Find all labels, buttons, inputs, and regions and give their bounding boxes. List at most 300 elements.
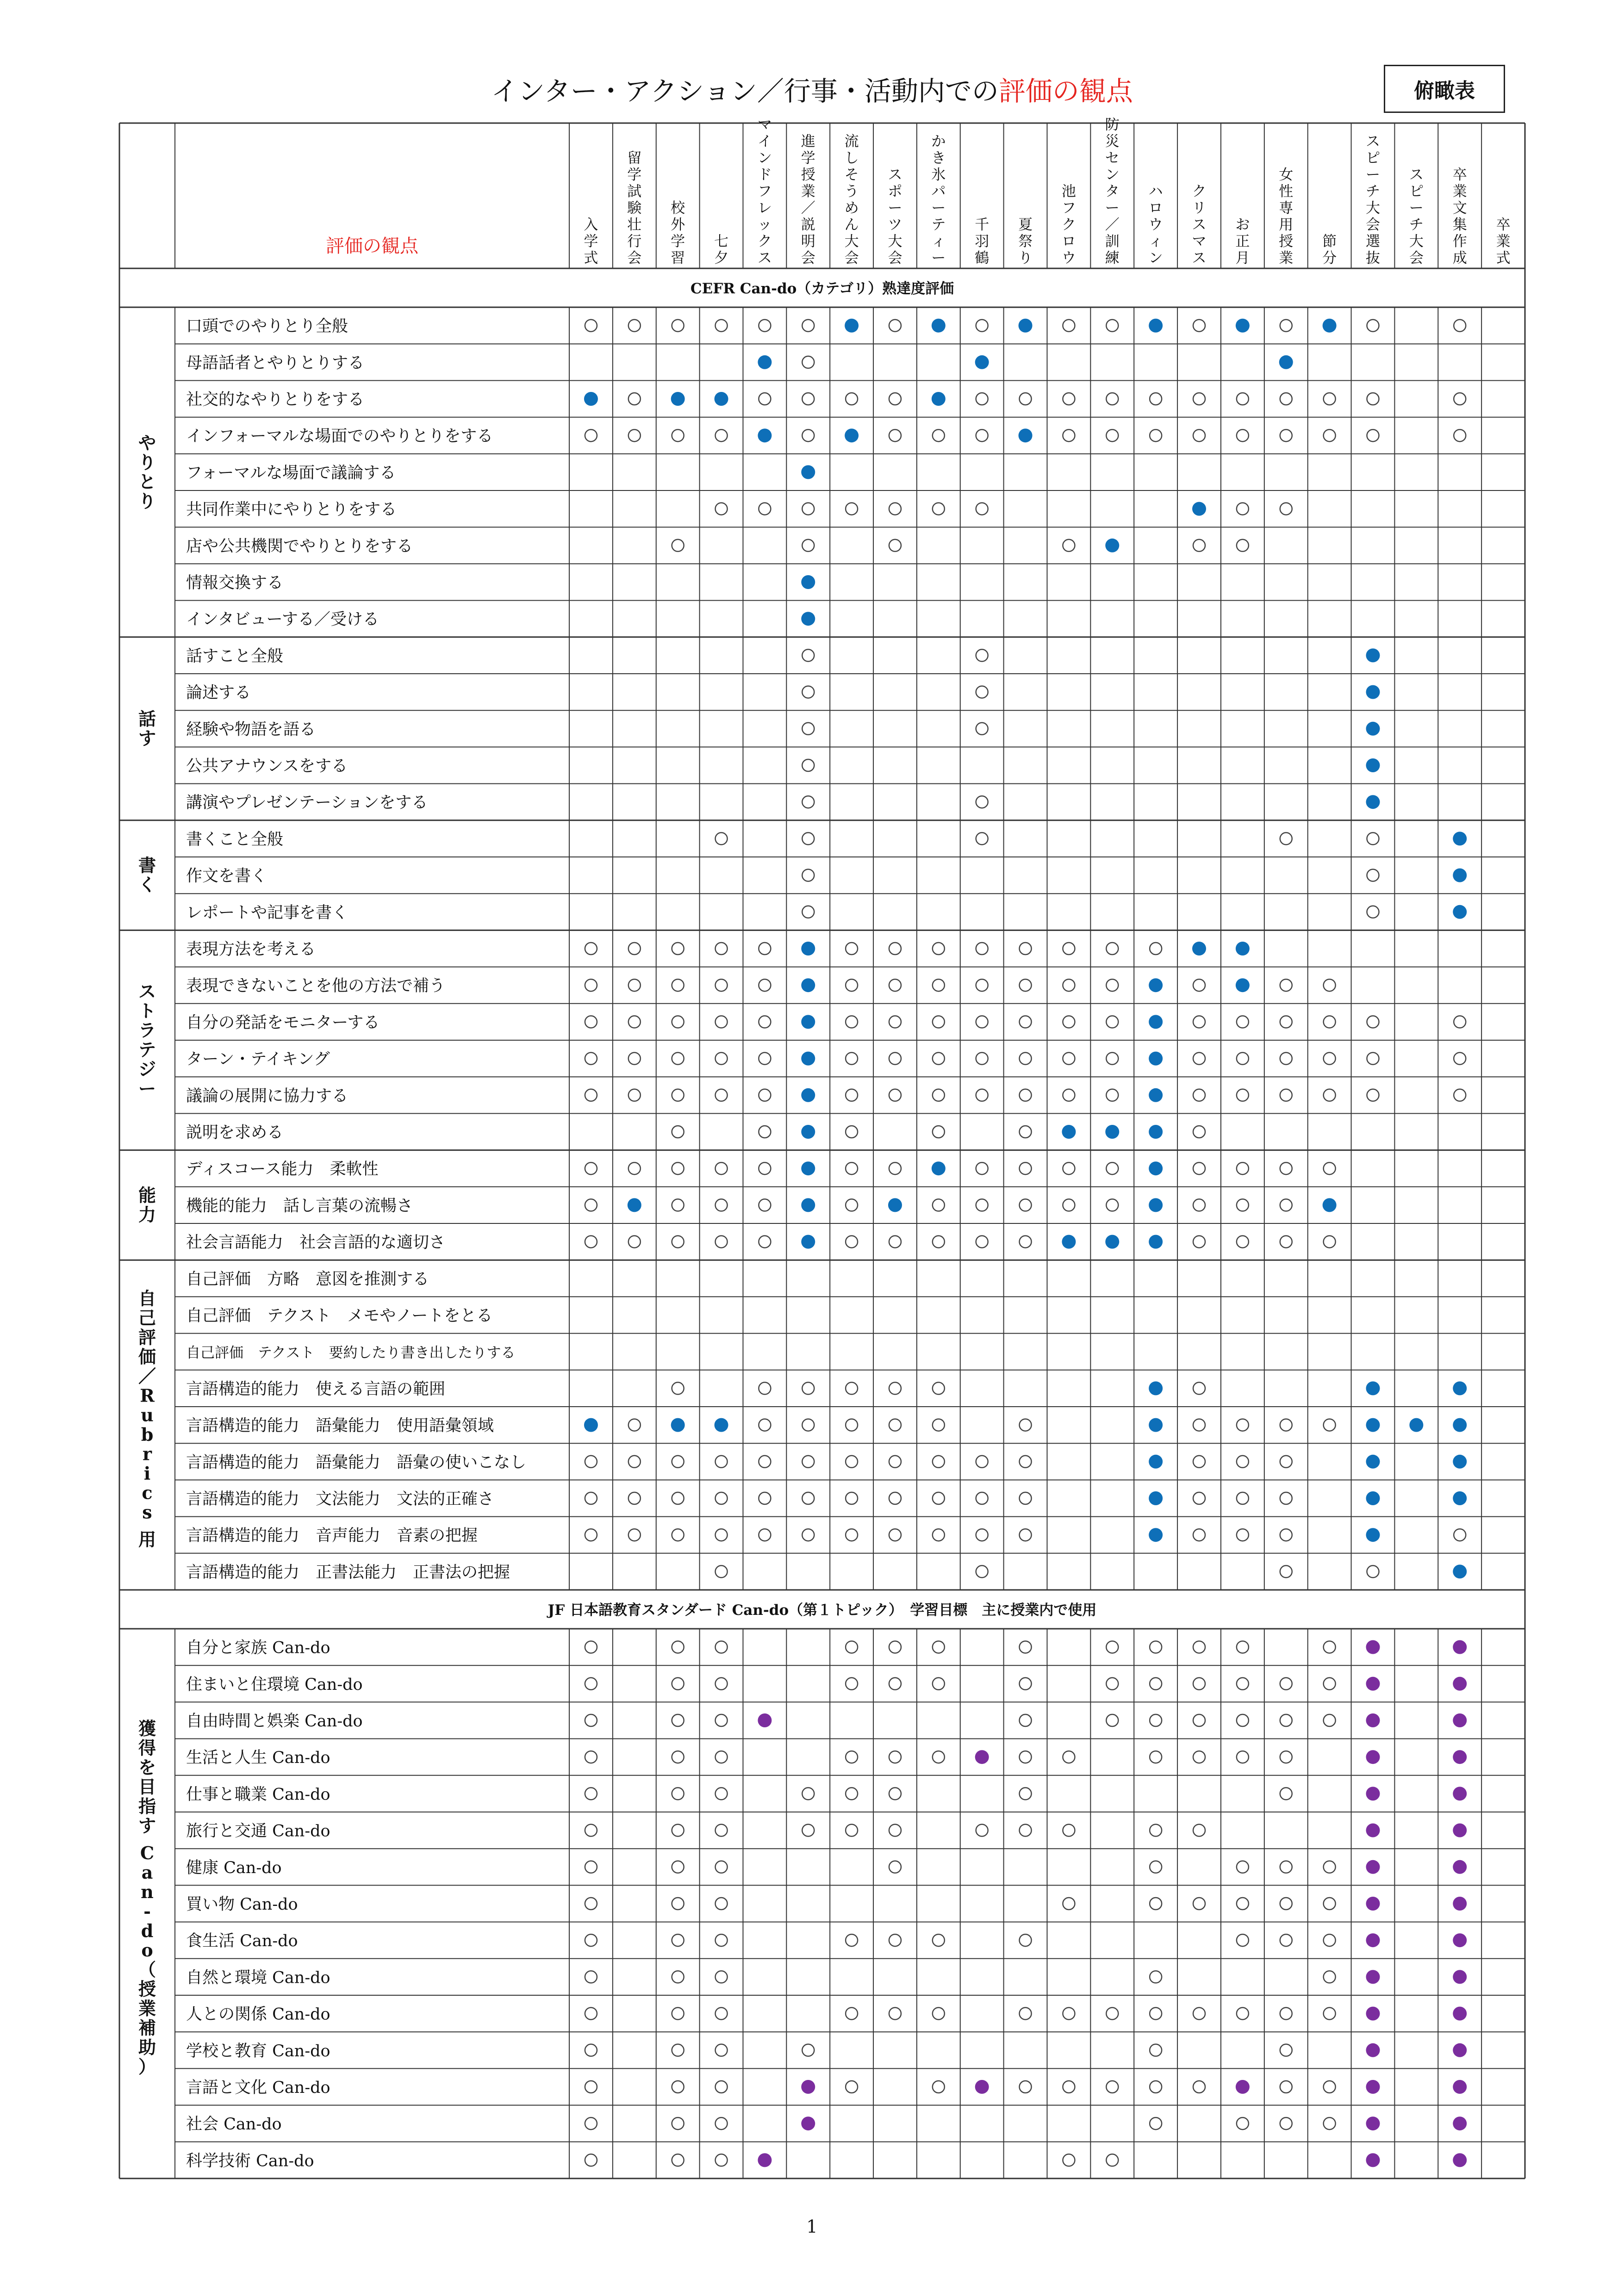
group-label: ストラテジー bbox=[138, 981, 156, 1099]
open-circle-mark bbox=[1020, 1678, 1032, 1690]
open-circle-mark bbox=[1020, 2081, 1032, 2093]
open-circle-mark bbox=[889, 1419, 901, 1431]
open-circle-mark bbox=[672, 1971, 684, 1983]
open-circle-mark bbox=[1193, 1126, 1205, 1138]
row-label: インタビューする／受ける bbox=[186, 610, 379, 629]
open-circle-mark bbox=[672, 429, 684, 441]
open-circle-mark bbox=[1063, 1824, 1075, 1837]
open-circle-mark bbox=[846, 943, 858, 955]
open-circle-mark bbox=[1193, 1714, 1205, 1726]
open-circle-mark bbox=[1193, 1053, 1205, 1065]
open-circle-mark bbox=[1150, 1824, 1162, 1837]
open-circle-mark bbox=[1106, 1016, 1118, 1028]
open-circle-mark bbox=[1280, 1016, 1292, 1028]
row-label: 食生活 Can-do bbox=[186, 1932, 298, 1951]
open-circle-mark bbox=[802, 320, 814, 332]
open-circle-mark bbox=[846, 1751, 858, 1763]
open-circle-mark bbox=[889, 320, 901, 332]
open-circle-mark bbox=[716, 1678, 728, 1690]
open-circle-mark bbox=[1150, 1714, 1162, 1726]
open-circle-mark bbox=[628, 320, 641, 332]
open-circle-mark bbox=[933, 943, 945, 955]
open-circle-mark bbox=[1020, 1089, 1032, 1101]
blue-filled-mark bbox=[1453, 1564, 1467, 1578]
section-header: CEFR Can-do（カテゴリ）熟達度評価 bbox=[690, 280, 954, 297]
open-circle-mark bbox=[672, 979, 684, 991]
open-circle-mark bbox=[1324, 1678, 1336, 1690]
blue-filled-mark bbox=[1453, 1455, 1467, 1469]
open-circle-mark bbox=[1454, 1016, 1466, 1028]
open-circle-mark bbox=[1063, 1016, 1075, 1028]
group-label: 書く bbox=[138, 855, 156, 895]
open-circle-mark bbox=[1020, 1714, 1032, 1726]
open-circle-mark bbox=[628, 1162, 641, 1174]
open-circle-mark bbox=[1150, 1898, 1162, 1910]
open-circle-mark bbox=[716, 2081, 728, 2093]
open-circle-mark bbox=[1150, 1751, 1162, 1763]
open-circle-mark bbox=[1280, 1456, 1292, 1468]
open-circle-mark bbox=[1020, 1787, 1032, 1800]
open-circle-mark bbox=[846, 1089, 858, 1101]
open-circle-mark bbox=[628, 1236, 641, 1248]
column-header: 卒業文集作成 bbox=[1452, 167, 1467, 267]
open-circle-mark bbox=[933, 1641, 945, 1653]
blue-filled-mark bbox=[1453, 869, 1467, 882]
open-circle-mark bbox=[1106, 1714, 1118, 1726]
blue-filled-mark bbox=[1019, 428, 1033, 442]
row-label: 社会 Can-do bbox=[186, 2115, 282, 2134]
open-circle-mark bbox=[672, 1678, 684, 1690]
open-circle-mark bbox=[759, 320, 771, 332]
open-circle-mark bbox=[1193, 979, 1205, 991]
open-circle-mark bbox=[889, 1678, 901, 1690]
open-circle-mark bbox=[1020, 943, 1032, 955]
open-circle-mark bbox=[716, 1971, 728, 1983]
row-label: 経験や物語を語る bbox=[186, 720, 316, 739]
open-circle-mark bbox=[802, 1787, 814, 1800]
blue-filled-mark bbox=[671, 392, 685, 406]
open-circle-mark bbox=[1454, 1053, 1466, 1065]
column-header: 校外学習 bbox=[671, 200, 685, 267]
open-circle-mark bbox=[1193, 1419, 1205, 1431]
purple-filled-mark bbox=[1366, 1713, 1380, 1727]
open-circle-mark bbox=[759, 1053, 771, 1065]
blue-filled-mark bbox=[801, 575, 815, 589]
purple-filled-mark bbox=[1366, 2007, 1380, 2021]
open-circle-mark bbox=[716, 1456, 728, 1468]
row-label: 買い物 Can-do bbox=[186, 1895, 298, 1914]
open-circle-mark bbox=[846, 1787, 858, 1800]
open-circle-mark bbox=[585, 1751, 597, 1763]
column-header: 流しそうめん大会 bbox=[844, 133, 859, 267]
row-label: 共同作業中にやりとりをする bbox=[186, 500, 397, 519]
row-label: 言語構造的能力 正書法能力 正書法の把握 bbox=[186, 1563, 510, 1582]
open-circle-mark bbox=[1020, 1419, 1032, 1431]
open-circle-mark bbox=[1106, 2081, 1118, 2093]
purple-filled-mark bbox=[1366, 1933, 1380, 1947]
open-circle-mark bbox=[1367, 1053, 1379, 1065]
open-circle-mark bbox=[716, 1641, 728, 1653]
open-circle-mark bbox=[759, 1382, 771, 1394]
open-circle-mark bbox=[1324, 429, 1336, 441]
purple-filled-mark bbox=[758, 1713, 772, 1727]
open-circle-mark bbox=[976, 503, 988, 515]
open-circle-mark bbox=[1020, 1126, 1032, 1138]
group-label: やりとり bbox=[138, 432, 156, 512]
open-circle-mark bbox=[802, 1824, 814, 1837]
open-circle-mark bbox=[976, 1236, 988, 1248]
group-label: 話す bbox=[138, 708, 156, 749]
open-circle-mark bbox=[1280, 1492, 1292, 1504]
open-circle-mark bbox=[1280, 1199, 1292, 1211]
open-circle-mark bbox=[716, 1751, 728, 1763]
purple-filled-mark bbox=[1453, 1713, 1467, 1727]
blue-filled-mark bbox=[584, 392, 598, 406]
row-label: 言語構造的能力 使える言語の範囲 bbox=[186, 1380, 446, 1399]
open-circle-mark bbox=[716, 979, 728, 991]
open-circle-mark bbox=[759, 1089, 771, 1101]
open-circle-mark bbox=[802, 1456, 814, 1468]
row-label: 表現できないことを他の方法で補う bbox=[186, 977, 446, 996]
open-circle-mark bbox=[716, 1714, 728, 1726]
open-circle-mark bbox=[1324, 979, 1336, 991]
purple-filled-mark bbox=[1453, 1640, 1467, 1654]
open-circle-mark bbox=[585, 1162, 597, 1174]
open-circle-mark bbox=[585, 2117, 597, 2129]
blue-filled-mark bbox=[1366, 1418, 1380, 1432]
page-title: インター・アクション／行事・活動内での評価の観点 bbox=[491, 75, 1133, 107]
blue-filled-mark bbox=[801, 1161, 815, 1175]
blue-filled-mark bbox=[1149, 1528, 1163, 1542]
row-label: 書くこと全般 bbox=[186, 830, 284, 849]
row-label: 作文を書く bbox=[186, 867, 268, 886]
group-label: 獲得を目指す C a n -d o （授業補助） bbox=[138, 1718, 156, 2077]
open-circle-mark bbox=[976, 649, 988, 661]
open-circle-mark bbox=[933, 429, 945, 441]
row-label: 表現方法を考える bbox=[186, 940, 316, 959]
open-circle-mark bbox=[672, 1898, 684, 1910]
open-circle-mark bbox=[1237, 1089, 1249, 1101]
open-circle-mark bbox=[1324, 1016, 1336, 1028]
purple-filled-mark bbox=[1366, 1897, 1380, 1911]
open-circle-mark bbox=[1324, 2081, 1336, 2093]
open-circle-mark bbox=[1106, 943, 1118, 955]
open-circle-mark bbox=[1193, 1382, 1205, 1394]
open-circle-mark bbox=[716, 1787, 728, 1800]
column-header: ハロウィン bbox=[1148, 183, 1163, 267]
purple-filled-mark bbox=[1366, 1860, 1380, 1874]
open-circle-mark bbox=[672, 2044, 684, 2056]
column-header: 節分 bbox=[1322, 233, 1337, 267]
open-circle-mark bbox=[976, 1565, 988, 1577]
row-label: 自由時間と娯楽 Can-do bbox=[186, 1712, 363, 1731]
blue-filled-mark bbox=[1149, 1052, 1163, 1066]
open-circle-mark bbox=[889, 1641, 901, 1653]
open-circle-mark bbox=[1324, 1971, 1336, 1983]
open-circle-mark bbox=[889, 1751, 901, 1763]
open-circle-mark bbox=[846, 393, 858, 405]
open-circle-mark bbox=[1020, 1751, 1032, 1763]
open-circle-mark bbox=[1150, 1971, 1162, 1983]
row-label: 口頭でのやりとり全般 bbox=[186, 317, 348, 336]
open-circle-mark bbox=[802, 393, 814, 405]
open-circle-mark bbox=[1020, 1162, 1032, 1174]
open-circle-mark bbox=[1237, 393, 1249, 405]
row-label: 言語と文化 Can-do bbox=[186, 2079, 330, 2097]
open-circle-mark bbox=[716, 503, 728, 515]
open-circle-mark bbox=[1063, 429, 1075, 441]
open-circle-mark bbox=[1367, 429, 1379, 441]
open-circle-mark bbox=[628, 1016, 641, 1028]
open-circle-mark bbox=[672, 1934, 684, 1946]
open-circle-mark bbox=[889, 429, 901, 441]
open-circle-mark bbox=[976, 723, 988, 735]
open-circle-mark bbox=[1280, 393, 1292, 405]
open-circle-mark bbox=[933, 979, 945, 991]
open-circle-mark bbox=[759, 1236, 771, 1248]
open-circle-mark bbox=[1193, 1492, 1205, 1504]
open-circle-mark bbox=[802, 1492, 814, 1504]
open-circle-mark bbox=[1237, 429, 1249, 441]
open-circle-mark bbox=[889, 1053, 901, 1065]
open-circle-mark bbox=[1193, 540, 1205, 552]
open-circle-mark bbox=[846, 1678, 858, 1690]
purple-filled-mark bbox=[1366, 2080, 1380, 2094]
blue-filled-mark bbox=[801, 978, 815, 992]
open-circle-mark bbox=[585, 1787, 597, 1800]
row-label: 機能的能力 話し言葉の流暢さ bbox=[186, 1197, 413, 1216]
open-circle-mark bbox=[1237, 1678, 1249, 1690]
open-circle-mark bbox=[933, 2081, 945, 2093]
open-circle-mark bbox=[1280, 1236, 1292, 1248]
blue-filled-mark bbox=[801, 1235, 815, 1249]
open-circle-mark bbox=[1106, 1199, 1118, 1211]
open-circle-mark bbox=[759, 1199, 771, 1211]
open-circle-mark bbox=[1237, 1016, 1249, 1028]
purple-filled-mark bbox=[1366, 2153, 1380, 2167]
open-circle-mark bbox=[1150, 943, 1162, 955]
open-circle-mark bbox=[933, 1678, 945, 1690]
open-circle-mark bbox=[933, 1456, 945, 1468]
corner-label: 評価の観点 bbox=[326, 236, 418, 257]
open-circle-mark bbox=[716, 1236, 728, 1248]
purple-filled-mark bbox=[1453, 1750, 1467, 1764]
open-circle-mark bbox=[759, 1492, 771, 1504]
column-header: クリスマス bbox=[1192, 183, 1207, 267]
column-header: 防災センター／訓練 bbox=[1105, 117, 1120, 267]
open-circle-mark bbox=[672, 540, 684, 552]
open-circle-mark bbox=[1280, 2081, 1292, 2093]
purple-filled-mark bbox=[1366, 1787, 1380, 1800]
row-label: 科学技術 Can-do bbox=[186, 2152, 314, 2171]
row-label: 自己評価 テクスト 要約したり書き出したりする bbox=[186, 1345, 516, 1362]
open-circle-mark bbox=[1324, 1089, 1336, 1101]
purple-filled-mark bbox=[1366, 1640, 1380, 1654]
open-circle-mark bbox=[976, 429, 988, 441]
open-circle-mark bbox=[1106, 320, 1118, 332]
open-circle-mark bbox=[1150, 1678, 1162, 1690]
blue-filled-mark bbox=[628, 1198, 641, 1212]
open-circle-mark bbox=[672, 1236, 684, 1248]
row-label: 言語構造的能力 文法能力 文法的正確さ bbox=[186, 1490, 494, 1508]
column-header: 夏祭り bbox=[1018, 217, 1033, 267]
open-circle-mark bbox=[889, 1861, 901, 1873]
open-circle-mark bbox=[933, 503, 945, 515]
open-circle-mark bbox=[585, 1053, 597, 1065]
open-circle-mark bbox=[1063, 1089, 1075, 1101]
purple-filled-mark bbox=[1453, 2080, 1467, 2094]
open-circle-mark bbox=[1237, 1641, 1249, 1653]
blue-filled-mark bbox=[1149, 319, 1163, 333]
open-circle-mark bbox=[716, 1016, 728, 1028]
open-circle-mark bbox=[802, 832, 814, 844]
open-circle-mark bbox=[889, 1456, 901, 1468]
blue-filled-mark bbox=[932, 392, 946, 406]
blue-filled-mark bbox=[975, 355, 989, 369]
open-circle-mark bbox=[1106, 429, 1118, 441]
open-circle-mark bbox=[889, 1824, 901, 1837]
blue-filled-mark bbox=[758, 428, 772, 442]
open-circle-mark bbox=[889, 540, 901, 552]
open-circle-mark bbox=[585, 1016, 597, 1028]
open-circle-mark bbox=[1237, 1861, 1249, 1873]
open-circle-mark bbox=[976, 1199, 988, 1211]
open-circle-mark bbox=[846, 1419, 858, 1431]
blue-filled-mark bbox=[671, 1418, 685, 1432]
blue-filled-mark bbox=[1366, 1455, 1380, 1469]
row-label: インフォーマルな場面でのやりとりをする bbox=[186, 427, 493, 446]
open-circle-mark bbox=[1020, 1236, 1032, 1248]
open-circle-mark bbox=[976, 1492, 988, 1504]
open-circle-mark bbox=[846, 1236, 858, 1248]
open-circle-mark bbox=[585, 1492, 597, 1504]
open-circle-mark bbox=[1063, 320, 1075, 332]
blue-filled-mark bbox=[1105, 539, 1119, 552]
blue-filled-mark bbox=[1453, 1491, 1467, 1505]
open-circle-mark bbox=[933, 1529, 945, 1541]
row-label: 議論の展開に協力する bbox=[186, 1086, 348, 1105]
open-circle-mark bbox=[585, 320, 597, 332]
column-header: 千羽鶴 bbox=[975, 217, 989, 267]
open-circle-mark bbox=[976, 686, 988, 698]
open-circle-mark bbox=[846, 1492, 858, 1504]
purple-filled-mark bbox=[975, 1750, 989, 1764]
open-circle-mark bbox=[976, 1162, 988, 1174]
open-circle-mark bbox=[933, 1934, 945, 1946]
open-circle-mark bbox=[846, 1162, 858, 1174]
row-label: レポートや記事を書く bbox=[186, 903, 348, 922]
open-circle-mark bbox=[1106, 1678, 1118, 1690]
open-circle-mark bbox=[1237, 1714, 1249, 1726]
row-label: 公共アナウンスをする bbox=[186, 757, 348, 776]
open-circle-mark bbox=[802, 796, 814, 808]
open-circle-mark bbox=[846, 1126, 858, 1138]
open-circle-mark bbox=[716, 832, 728, 844]
blue-filled-mark bbox=[932, 319, 946, 333]
open-circle-mark bbox=[846, 1641, 858, 1653]
open-circle-mark bbox=[1150, 2081, 1162, 2093]
open-circle-mark bbox=[889, 1016, 901, 1028]
row-label: 講演やプレゼンテーションをする bbox=[186, 794, 428, 813]
open-circle-mark bbox=[1237, 1751, 1249, 1763]
open-circle-mark bbox=[672, 1126, 684, 1138]
open-circle-mark bbox=[716, 1898, 728, 1910]
open-circle-mark bbox=[1367, 1016, 1379, 1028]
blue-filled-mark bbox=[584, 1418, 598, 1432]
open-circle-mark bbox=[628, 393, 641, 405]
open-circle-mark bbox=[585, 1714, 597, 1726]
column-header: スピーチ大会選抜 bbox=[1365, 133, 1380, 267]
open-circle-mark bbox=[716, 1089, 728, 1101]
open-circle-mark bbox=[1324, 1861, 1336, 1873]
open-circle-mark bbox=[759, 503, 771, 515]
open-circle-mark bbox=[1280, 979, 1292, 991]
open-circle-mark bbox=[1280, 1787, 1292, 1800]
open-circle-mark bbox=[846, 2008, 858, 2020]
open-circle-mark bbox=[889, 1934, 901, 1946]
open-circle-mark bbox=[672, 2154, 684, 2166]
blue-filled-mark bbox=[801, 942, 815, 956]
open-circle-mark bbox=[1063, 2081, 1075, 2093]
open-circle-mark bbox=[1193, 1824, 1205, 1837]
open-circle-mark bbox=[672, 1382, 684, 1394]
open-circle-mark bbox=[846, 2081, 858, 2093]
open-circle-mark bbox=[585, 2154, 597, 2166]
blue-filled-mark bbox=[1236, 978, 1250, 992]
open-circle-mark bbox=[1106, 2154, 1118, 2166]
open-circle-mark bbox=[1280, 1162, 1292, 1174]
column-header: 進学授業／説明会 bbox=[801, 133, 815, 267]
open-circle-mark bbox=[1324, 1934, 1336, 1946]
column-header: 入学式 bbox=[584, 217, 598, 267]
open-circle-mark bbox=[716, 1199, 728, 1211]
open-circle-mark bbox=[585, 1861, 597, 1873]
open-circle-mark bbox=[1237, 2008, 1249, 2020]
group-label: 能力 bbox=[138, 1185, 156, 1225]
open-circle-mark bbox=[672, 1089, 684, 1101]
blue-filled-mark bbox=[801, 1015, 815, 1029]
blue-filled-mark bbox=[1236, 319, 1250, 333]
blue-filled-mark bbox=[1192, 502, 1206, 516]
open-circle-mark bbox=[1106, 1162, 1118, 1174]
open-circle-mark bbox=[672, 1529, 684, 1541]
open-circle-mark bbox=[1454, 320, 1466, 332]
open-circle-mark bbox=[672, 1714, 684, 1726]
open-circle-mark bbox=[1106, 979, 1118, 991]
open-circle-mark bbox=[1020, 979, 1032, 991]
open-circle-mark bbox=[759, 943, 771, 955]
open-circle-mark bbox=[1063, 943, 1075, 955]
blue-filled-mark bbox=[801, 1198, 815, 1212]
purple-filled-mark bbox=[1453, 1897, 1467, 1911]
open-circle-mark bbox=[1193, 1678, 1205, 1690]
open-circle-mark bbox=[1193, 1529, 1205, 1541]
open-circle-mark bbox=[759, 1529, 771, 1541]
open-circle-mark bbox=[672, 2081, 684, 2093]
blue-filled-mark bbox=[1149, 1198, 1163, 1212]
open-circle-mark bbox=[1063, 979, 1075, 991]
open-circle-mark bbox=[1324, 1714, 1336, 1726]
open-circle-mark bbox=[585, 429, 597, 441]
row-label: 店や公共機関でやりとりをする bbox=[186, 537, 413, 556]
open-circle-mark bbox=[802, 869, 814, 881]
blue-filled-mark bbox=[1366, 795, 1380, 809]
blue-filled-mark bbox=[1453, 1381, 1467, 1395]
open-circle-mark bbox=[672, 1053, 684, 1065]
row-label: 自己評価 方略 意図を推測する bbox=[186, 1270, 429, 1289]
blue-filled-mark bbox=[1149, 1418, 1163, 1432]
open-circle-mark bbox=[585, 1089, 597, 1101]
